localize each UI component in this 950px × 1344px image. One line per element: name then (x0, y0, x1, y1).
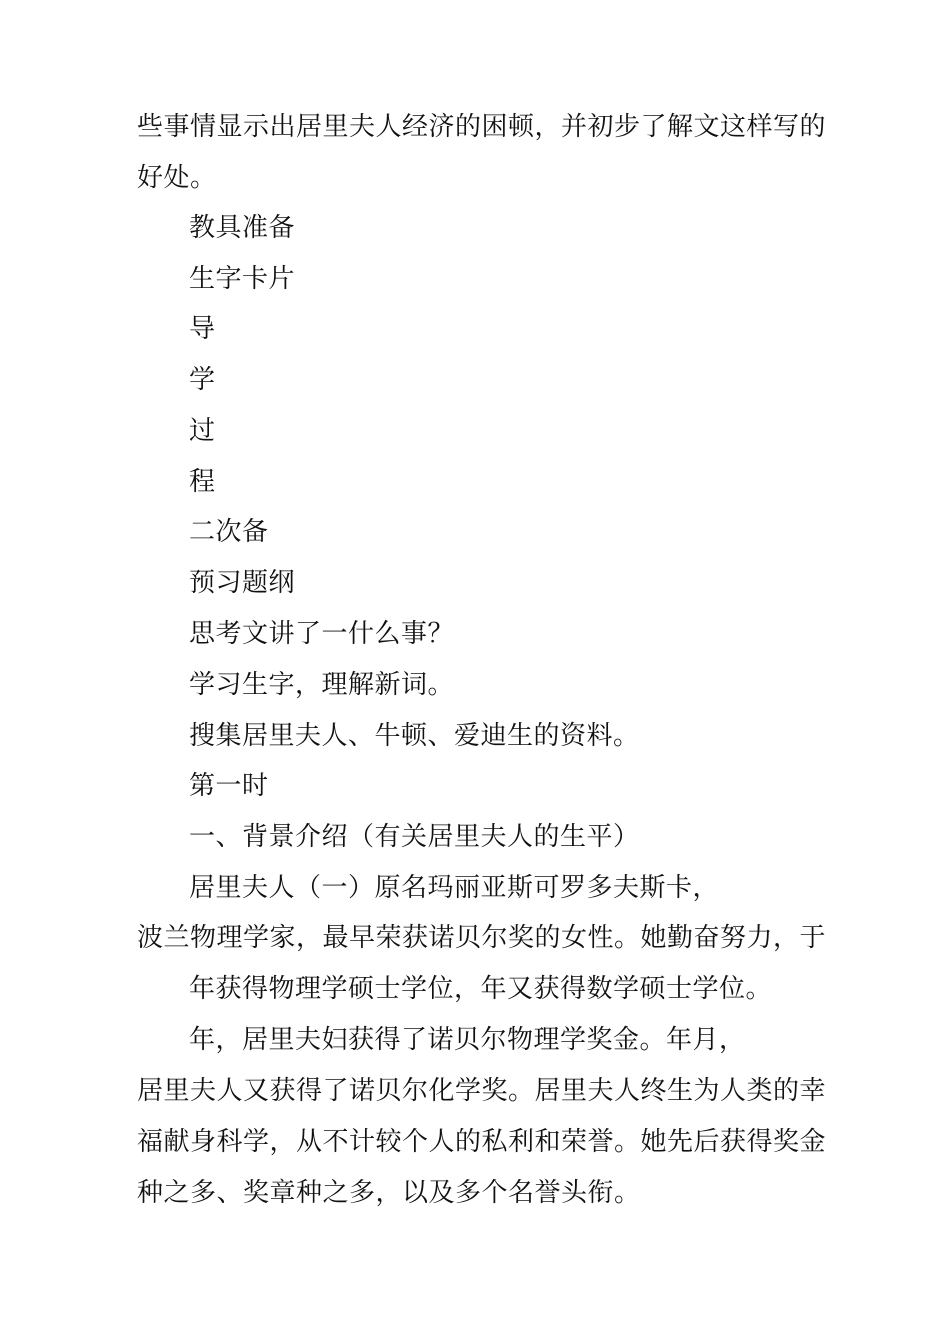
text-line: 学习生字，理解新词。 (189, 670, 455, 700)
text-line: 二次备 (189, 517, 269, 547)
text-line: 搜集居里夫人、牛顿、爱迪生的资料。 (189, 721, 640, 751)
text-line: 好处。 (137, 163, 217, 193)
text-line: 第一时 (189, 771, 269, 801)
text-line: 教具准备 (189, 213, 296, 243)
text-line: 居里夫人（一）原名玛丽亚斯可罗多夫斯卡， (189, 873, 720, 903)
text-line: 波兰物理学家，最早荣获诺贝尔奖的女性。她勤奋努力，于 (137, 923, 827, 953)
text-line: 学 (189, 365, 216, 395)
text-line: 年，居里夫妇获得了诺贝尔物理学奖金。年月， (189, 1025, 746, 1055)
text-line: 预习题纲 (189, 568, 296, 598)
text-line: 生字卡片 (189, 264, 296, 294)
text-line: 种之多、奖章种之多，以及多个名誉头衔。 (137, 1178, 641, 1208)
text-line: 年获得物理学硕士学位，年又获得数学硕士学位。 (189, 974, 773, 1004)
text-line: 过 (189, 416, 216, 446)
text-line: 居里夫人又获得了诺贝尔化学奖。居里夫人终生为人类的幸 (137, 1076, 827, 1106)
text-line: 导 (189, 314, 216, 344)
text-line: 福献身科学，从不计较个人的私利和荣誉。她先后获得奖金 (137, 1127, 827, 1157)
text-line: 程 (189, 467, 216, 497)
text-line: 一、背景介绍（有关居里夫人的生平） (189, 822, 640, 852)
text-line: 些事情显示出居里夫人经济的困顿，并初步了解文这样写的 (137, 112, 827, 142)
text-line: 思考文讲了一什么事？ (189, 619, 455, 649)
